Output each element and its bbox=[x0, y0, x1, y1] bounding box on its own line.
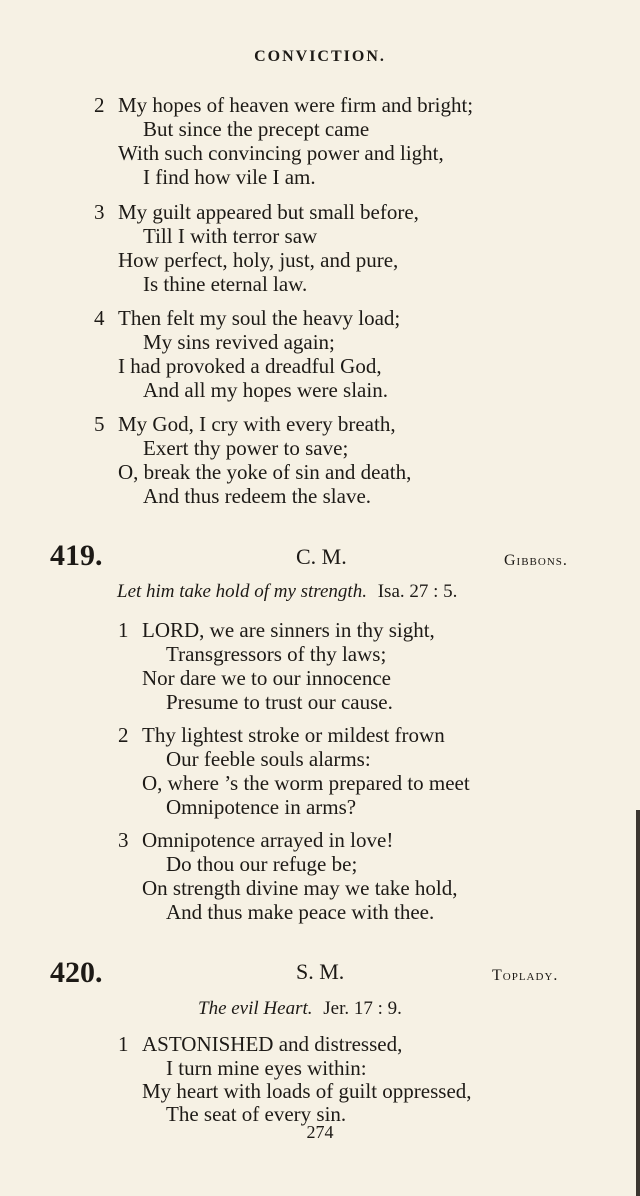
verse-line: The seat of every sin. bbox=[166, 1102, 347, 1126]
verse-line: And thus make peace with thee. bbox=[166, 900, 435, 924]
verse-line: Exert thy power to save; bbox=[143, 436, 349, 460]
epigraph-reference: Isa. 27 : 5. bbox=[377, 581, 458, 602]
stanza-number: 2 bbox=[94, 93, 105, 117]
verse-line: With such convincing power and light, bbox=[118, 141, 444, 165]
verse-line: And thus redeem the slave. bbox=[143, 484, 372, 508]
verse-line: I find how vile I am. bbox=[143, 165, 316, 189]
verse-line: I turn mine eyes within: bbox=[166, 1056, 367, 1080]
verse-line: My sins revived again; bbox=[143, 330, 335, 354]
stanza-number: 3 bbox=[118, 828, 129, 852]
verse-line: My hopes of heaven were firm and bright; bbox=[118, 93, 474, 117]
verse-line: My God, I cry with every breath, bbox=[118, 412, 396, 436]
page-edge-shadow bbox=[636, 810, 640, 1196]
hymn-meter: S. M. bbox=[296, 959, 345, 984]
verse-line: But since the precept came bbox=[143, 117, 370, 141]
hymn-number: 419. bbox=[50, 539, 103, 572]
verse-line: O, where ’s the worm prepared to meet bbox=[142, 771, 470, 795]
epigraph-reference: Jer. 17 : 9. bbox=[323, 998, 402, 1019]
verse-line: My heart with loads of guilt oppressed, bbox=[142, 1079, 472, 1103]
verse-line: Omnipotence arrayed in love! bbox=[142, 828, 394, 852]
stanza-number: 4 bbox=[94, 306, 105, 330]
verse-line: Transgressors of thy laws; bbox=[166, 642, 387, 666]
verse-line: Our feeble souls alarms: bbox=[166, 747, 371, 771]
verse-line: Then felt my soul the heavy load; bbox=[118, 306, 401, 330]
hymn-epigraph bbox=[117, 580, 457, 604]
hymn-epigraph bbox=[198, 997, 402, 1021]
stanza-number: 2 bbox=[118, 723, 129, 747]
verse-line: Do thou our refuge be; bbox=[166, 852, 358, 876]
stanza-number: 3 bbox=[94, 200, 105, 224]
verse-line: Thy lightest stroke or mildest frown bbox=[142, 723, 445, 747]
verse-line: LORD, we are sinners in thy sight, bbox=[142, 618, 435, 642]
verse-line: Till I with terror saw bbox=[143, 224, 318, 248]
verse-line: And all my hopes were slain. bbox=[143, 378, 388, 402]
verse-line: Nor dare we to our innocence bbox=[142, 666, 391, 690]
verse-line: Presume to trust our cause. bbox=[166, 690, 393, 714]
epigraph-text: Let him take hold of my strength. bbox=[117, 581, 367, 602]
stanza-number: 1 bbox=[118, 1032, 129, 1056]
verse-line: Omnipotence in arms? bbox=[166, 795, 357, 819]
verse-line: My guilt appeared but small before, bbox=[118, 200, 419, 224]
verse-line: ASTONISHED and distressed, bbox=[142, 1032, 403, 1056]
verse-line: How perfect, holy, just, and pure, bbox=[118, 248, 399, 272]
verse-line: I had provoked a dreadful God, bbox=[118, 354, 382, 378]
verse-line: O, break the yoke of sin and death, bbox=[118, 460, 412, 484]
hymn-number: 420. bbox=[50, 956, 103, 989]
hymn-composer: Gibbons. bbox=[504, 552, 568, 569]
page-number: 274 bbox=[306, 1122, 334, 1142]
epigraph-text: The evil Heart. bbox=[198, 998, 313, 1019]
hymn-composer: Toplady. bbox=[492, 967, 559, 984]
stanza-number: 1 bbox=[118, 618, 129, 642]
verse-line: Is thine eternal law. bbox=[143, 272, 308, 296]
running-head: CONVICTION. bbox=[254, 48, 386, 65]
verse-line: On strength divine may we take hold, bbox=[142, 876, 458, 900]
stanza-number: 5 bbox=[94, 412, 105, 436]
hymn-meter: C. M. bbox=[296, 544, 347, 569]
